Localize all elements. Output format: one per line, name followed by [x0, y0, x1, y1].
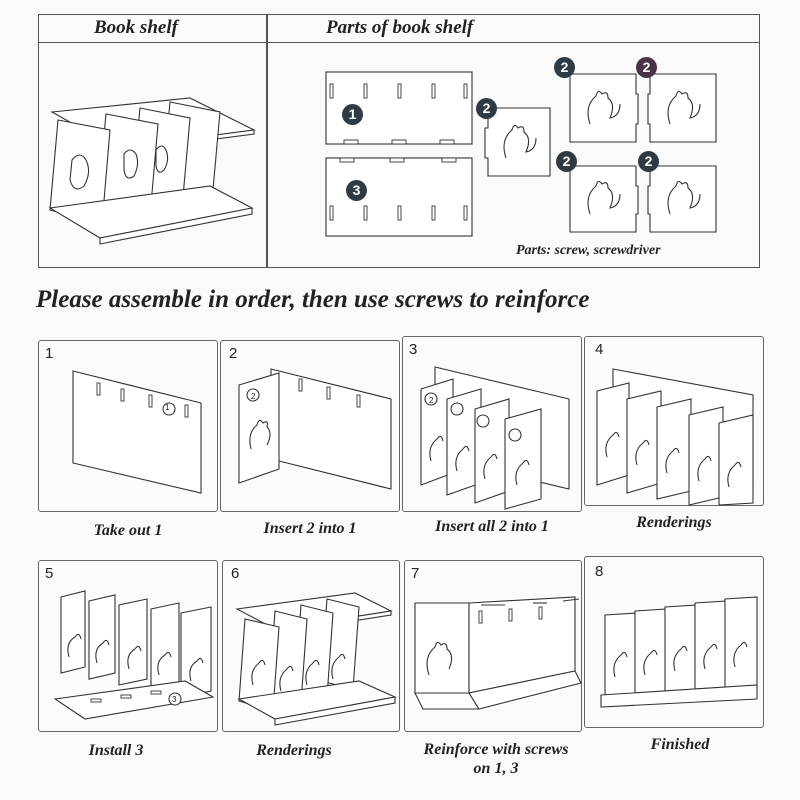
- step-3-caption: Insert all 2 into 1: [435, 518, 549, 535]
- part-3-badge: 3: [346, 180, 367, 201]
- step-4-caption: Renderings: [636, 514, 712, 531]
- book-shelf-title: Book shelf: [94, 17, 178, 38]
- step-5-panel: [38, 560, 218, 732]
- part-2-panel-e: [646, 164, 720, 238]
- top-section-divider: [266, 14, 268, 268]
- step-number: 4: [595, 341, 604, 358]
- part-2-badge-e: 2: [638, 151, 659, 172]
- step-1-panel: [38, 340, 218, 512]
- step-4-panel: [584, 336, 764, 506]
- part-3-board: [324, 156, 474, 240]
- step-7-illustration: [409, 591, 581, 729]
- step-6-caption: Renderings: [256, 742, 332, 759]
- step-3-panel: [402, 336, 582, 512]
- step-3-marker: 2: [429, 396, 434, 405]
- step-number: 2: [229, 345, 238, 362]
- step-8-caption: Finished: [650, 736, 710, 753]
- part-2-badge-b: 2: [554, 57, 575, 78]
- step-3-illustration: [413, 361, 579, 509]
- step-1-marker: 1: [165, 403, 170, 412]
- step-6-panel: [222, 560, 400, 732]
- part-2-panel-c: [646, 72, 720, 148]
- part-2-badge-a: 2: [476, 98, 497, 119]
- step-7-caption-line1: Reinforce with screws: [423, 741, 569, 758]
- part-2-panel-d: [566, 164, 640, 238]
- step-2-panel: [220, 340, 400, 512]
- parts-title: Parts of book shelf: [326, 17, 474, 38]
- part-2-badge-c: 2: [636, 57, 657, 78]
- step-2-caption: Insert 2 into 1: [263, 520, 357, 537]
- step-number: 8: [595, 563, 604, 580]
- part-1-badge: 1: [342, 104, 363, 125]
- step-8-panel: [584, 556, 764, 728]
- step-1-caption: Take out 1: [93, 522, 163, 539]
- part-2-badge-d: 2: [556, 151, 577, 172]
- step-2-marker: 2: [251, 392, 256, 401]
- step-number: 7: [411, 565, 420, 582]
- part-2-panel-b: [566, 72, 640, 148]
- step-number: 1: [45, 345, 54, 362]
- parts-note: Parts: screw, screwdriver: [516, 243, 661, 258]
- step-7-caption: [404, 740, 588, 778]
- step-6-illustration: [231, 589, 397, 729]
- step-5-caption: Install 3: [88, 742, 144, 759]
- part-2-panel-a: [484, 106, 554, 182]
- step-5-illustration: [45, 587, 215, 729]
- step-1-illustration: [69, 367, 209, 507]
- step-2-illustration: [231, 365, 397, 509]
- step-number: 5: [45, 565, 54, 582]
- bookshelf-illustration: [40, 90, 266, 260]
- step-8-illustration: [597, 595, 761, 725]
- step-number: 3: [409, 341, 418, 358]
- header-rule: [38, 42, 760, 43]
- step-7-panel: [404, 560, 582, 732]
- assembly-headline: Please assemble in order, then use screws to reinforce: [36, 286, 590, 313]
- step-number: 6: [231, 565, 240, 582]
- step-5-marker: 3: [172, 695, 177, 704]
- step-4-illustration: [593, 365, 761, 505]
- step-7-caption-line2: on 1, 3: [473, 760, 519, 777]
